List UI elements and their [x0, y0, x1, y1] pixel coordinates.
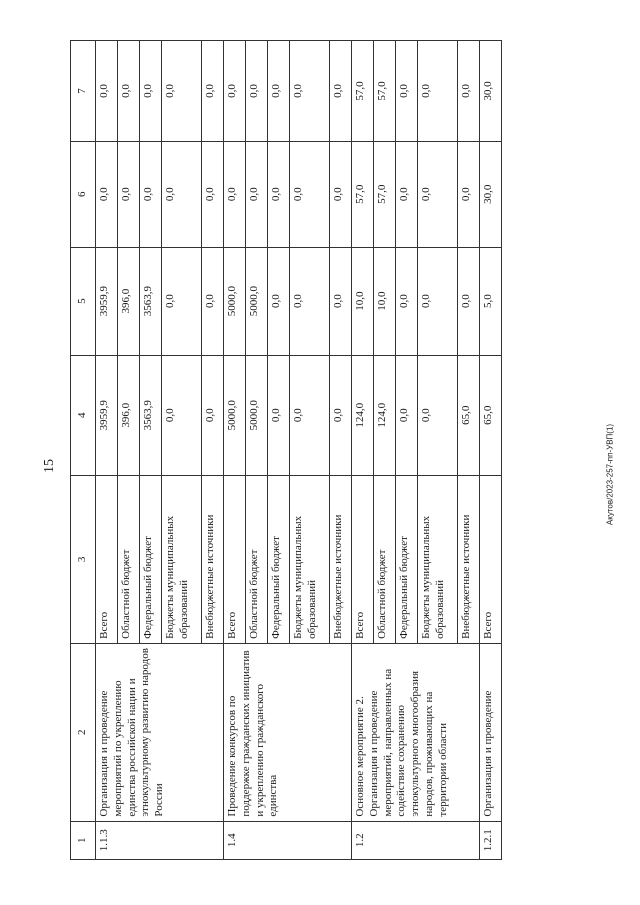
funding-source: Всего [352, 475, 374, 643]
amount-cell: 124,0 [352, 355, 374, 475]
column-header: 2 [71, 643, 96, 821]
activity-name: Основное мероприятие 2. Организация и проведение мероприятий, направленных на содействие сохранению этнокультурного многообразия народов, проживающих на территории области [352, 643, 480, 821]
column-header: 1 [71, 821, 96, 859]
row-number: 1.2 [352, 821, 480, 859]
amount-cell: 57,0 [352, 141, 374, 247]
amount-cell: 3959,9 [96, 355, 118, 475]
amount-cell: 0,0 [458, 247, 480, 355]
amount-cell: 0,0 [418, 41, 458, 142]
amount-cell: 5000,0 [224, 247, 246, 355]
amount-cell: 0,0 [268, 247, 290, 355]
amount-cell: 0,0 [140, 41, 162, 142]
table-header-row [71, 41, 96, 860]
table-body [96, 41, 502, 860]
funding-source: Областной бюджет [118, 475, 140, 643]
amount-cell: 65,0 [480, 355, 502, 475]
amount-cell: 30,0 [480, 141, 502, 247]
activity-name: Организация и проведение [480, 643, 502, 821]
amount-cell: 0,0 [330, 141, 352, 247]
amount-cell: 396,0 [118, 355, 140, 475]
table-row [480, 41, 502, 860]
funding-source: Всего [96, 475, 118, 643]
amount-cell: 57,0 [374, 41, 396, 142]
amount-cell: 0,0 [202, 41, 224, 142]
amount-cell: 0,0 [290, 247, 330, 355]
amount-cell: 3959,9 [96, 247, 118, 355]
amount-cell: 0,0 [118, 141, 140, 247]
column-header: 5 [71, 247, 96, 355]
funding-source: Всего [224, 475, 246, 643]
funding-source: Всего [480, 475, 502, 643]
amount-cell: 5000,0 [246, 247, 268, 355]
funding-source: Бюджеты муниципальных образований [162, 475, 202, 643]
amount-cell: 5,0 [480, 247, 502, 355]
amount-cell: 0,0 [202, 141, 224, 247]
amount-cell: 0,0 [290, 141, 330, 247]
amount-cell: 0,0 [290, 41, 330, 142]
amount-cell: 0,0 [268, 141, 290, 247]
column-header: 7 [71, 41, 96, 142]
funding-source: Внебюджетные источники [202, 475, 224, 643]
amount-cell: 0,0 [246, 41, 268, 142]
page-number: 15 [42, 459, 57, 473]
table-row [224, 41, 246, 860]
amount-cell: 396,0 [118, 247, 140, 355]
row-number: 1.1.3 [96, 821, 224, 859]
amount-cell: 0,0 [458, 41, 480, 142]
amount-cell: 0,0 [418, 247, 458, 355]
amount-cell: 3563,9 [140, 355, 162, 475]
funding-source: Бюджеты муниципальных образований [418, 475, 458, 643]
amount-cell: 0,0 [396, 141, 418, 247]
amount-cell: 0,0 [418, 355, 458, 475]
amount-cell: 57,0 [352, 41, 374, 142]
amount-cell: 0,0 [268, 41, 290, 142]
amount-cell: 5000,0 [246, 355, 268, 475]
amount-cell: 0,0 [268, 355, 290, 475]
amount-cell: 0,0 [118, 41, 140, 142]
column-header: 3 [71, 475, 96, 643]
amount-cell: 0,0 [396, 355, 418, 475]
amount-cell: 0,0 [202, 355, 224, 475]
activity-name: Организация и проведение мероприятий по укреплению единства российской нации и этнокультурному развитию народов России [96, 643, 224, 821]
funding-source: Внебюджетные источники [458, 475, 480, 643]
row-number: 1.4 [224, 821, 352, 859]
funding-source: Федеральный бюджет [396, 475, 418, 643]
amount-cell: 0,0 [162, 141, 202, 247]
funding-source: Федеральный бюджет [140, 475, 162, 643]
amount-cell: 10,0 [374, 247, 396, 355]
amount-cell: 0,0 [246, 141, 268, 247]
funding-source: Областной бюджет [374, 475, 396, 643]
amount-cell: 0,0 [396, 41, 418, 142]
column-header: 6 [71, 141, 96, 247]
amount-cell: 0,0 [418, 141, 458, 247]
amount-cell: 0,0 [224, 41, 246, 142]
funding-source: Областной бюджет [246, 475, 268, 643]
amount-cell: 10,0 [352, 247, 374, 355]
funding-source: Внебюджетные источники [330, 475, 352, 643]
row-number: 1.2.1 [480, 821, 502, 859]
amount-cell: 0,0 [140, 141, 162, 247]
amount-cell: 0,0 [330, 355, 352, 475]
column-header: 4 [71, 355, 96, 475]
amount-cell: 0,0 [458, 141, 480, 247]
amount-cell: 30,0 [480, 41, 502, 142]
amount-cell: 0,0 [162, 355, 202, 475]
amount-cell: 124,0 [374, 355, 396, 475]
amount-cell: 57,0 [374, 141, 396, 247]
amount-cell: 0,0 [162, 41, 202, 142]
amount-cell: 0,0 [96, 141, 118, 247]
amount-cell: 0,0 [96, 41, 118, 142]
amount-cell: 0,0 [330, 247, 352, 355]
amount-cell: 0,0 [290, 355, 330, 475]
amount-cell: 0,0 [224, 141, 246, 247]
budget-table [70, 40, 502, 860]
amount-cell: 0,0 [162, 247, 202, 355]
activity-name: Проведение конкурсов по поддержке гражданских инициатив и укреплению гражданского единства [224, 643, 352, 821]
document-code: Акутов/2023-257-пп-УВП(1) [605, 423, 615, 526]
amount-cell: 0,0 [330, 41, 352, 142]
amount-cell: 65,0 [458, 355, 480, 475]
table-row [96, 41, 118, 860]
rotated-page-content [70, 40, 570, 860]
funding-source: Федеральный бюджет [268, 475, 290, 643]
amount-cell: 5000,0 [224, 355, 246, 475]
funding-source: Бюджеты муниципальных образований [290, 475, 330, 643]
amount-cell: 0,0 [396, 247, 418, 355]
table-row [352, 41, 374, 860]
amount-cell: 0,0 [202, 247, 224, 355]
amount-cell: 3563,9 [140, 247, 162, 355]
